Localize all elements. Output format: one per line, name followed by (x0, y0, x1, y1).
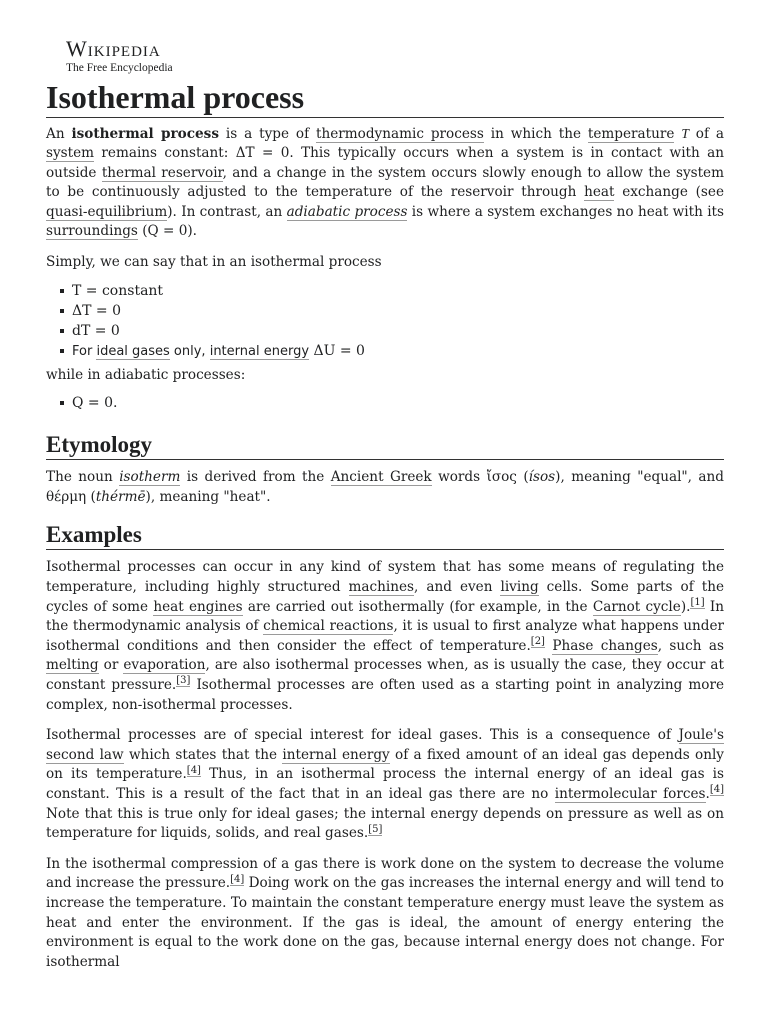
list-item: dT = 0 (60, 321, 724, 341)
adiabatic-conditions-list (46, 393, 724, 413)
link-melting[interactable]: melting (46, 657, 99, 674)
link-adiabatic-process[interactable]: adiabatic process (286, 203, 408, 220)
link-internal-energy-2[interactable]: internal energy (282, 746, 390, 763)
reference-1[interactable]: [1] (690, 597, 705, 609)
link-machines[interactable]: machines (348, 579, 415, 596)
examples-paragraph-2: Isothermal processes are of special interest for ideal gases. This is a consequence of Joule's second law which states that the internal energy of a fixed amount of an ideal gas depends only on its temperature.[4] Thus, in an isothermal process the internal energy of an ideal gas is constant. This is a result of the fact that in an ideal gas there are no intermolecular forces.[4] Note that this is true only for ideal gases; the internal energy depends on pressure as well as on temperature for liquids, solids, and real gases.[5] (46, 727, 724, 842)
wikipedia-logo[interactable] (66, 38, 724, 75)
list-item: T = constant (60, 281, 724, 301)
logo-subtitle: The Free Encyclopedia (66, 62, 173, 74)
reference-5[interactable]: [5] (368, 823, 383, 835)
section-heading-etymology: Etymology (46, 431, 724, 460)
link-surroundings[interactable]: surroundings (46, 223, 138, 240)
link-quasi-equilibrium[interactable]: quasi-equilibrium (46, 203, 168, 220)
reference-3[interactable]: [3] (176, 675, 191, 687)
etymology-paragraph: The noun isotherm is derived from the Ancient Greek words ἴσος (ísos), meaning "equal", and θέρμη (thérmē), meaning "heat". (46, 469, 724, 505)
list-item: Q = 0. (60, 393, 724, 413)
link-thermal-reservoir[interactable]: thermal reservoir (101, 164, 223, 181)
examples-paragraph-3: In the isothermal compression of a gas there is work done on the system to decrease the volume and increase the pressure.[4] Doing work on the gas increases the internal energy and will tend to increase the temperature. To maintain the constant temperature energy must leave the system as heat and enter the environment. If the gas is ideal, the amount of energy entering the environment is equal to the work done on the gas, because internal energy does not change. For isothermal (46, 855, 724, 970)
reference-4b[interactable]: [4] (709, 784, 724, 796)
logo-title: Wikipedia (66, 36, 161, 61)
page (46, 38, 724, 983)
link-internal-energy[interactable]: internal energy (209, 343, 310, 359)
examples-paragraph-1: Isothermal processes can occur in any kind of system that has some means of regulating the temperature, including highly structured machines, and even living cells. Some parts of the cycles of some heat engines are carried out isothermally (for example, in the Carnot cycle).[1] In the thermodynamic analysis of chemical reactions, it is usual to first analyze what happens under isothermal conditions and then consider the effect of temperature.[2] Phase changes, such as melting or evaporation, are also isothermal processes when, as is usually the case, they occur at constant pressure.[3] Isothermal processes are often used as a starting point in analyzing more complex, non-isothermal processes. (46, 559, 725, 713)
list-item: For ideal gases only, internal energy ΔU = 0 (60, 341, 724, 362)
link-ideal-gases[interactable]: ideal gases (96, 343, 170, 359)
intro-paragraph-3: while in adiabatic processes: (46, 366, 246, 383)
list-item: ΔT = 0 (60, 301, 724, 321)
link-isotherm[interactable]: isotherm (119, 469, 181, 486)
link-heat[interactable]: heat (584, 184, 615, 201)
link-heat-engines[interactable]: heat engines (153, 598, 243, 615)
link-evaporation[interactable]: evaporation (123, 657, 206, 674)
link-phase-changes[interactable]: Phase changes (552, 637, 658, 654)
reference-4[interactable]: [4] (186, 764, 201, 776)
link-chemical-reactions[interactable]: chemical reactions (263, 618, 394, 635)
link-joules-second-law[interactable]: Joule's second law (46, 727, 724, 763)
link-carnot-cycle[interactable]: Carnot cycle (592, 598, 681, 615)
intro-paragraph-1: An isothermal process is a type of thermodynamic process in which the temperature T of a system remains constant: ΔT = 0. This typically occurs when a system is in contact with an outside thermal reservoir, and a change in the system occurs slowly enough to allow the system to be continuously adjusted to the temperature of the reservoir through heat exchange (see quasi-equilibrium). In contrast, an adiabatic process is where a system exchanges no heat with its surroundings (Q = 0). (46, 125, 725, 240)
isothermal-conditions-list (46, 281, 724, 362)
reference-4c[interactable]: [4] (230, 873, 245, 885)
link-temperature[interactable]: temperature (587, 125, 675, 142)
link-living[interactable]: living (500, 579, 539, 596)
link-system[interactable]: system (46, 145, 95, 162)
section-heading-examples: Examples (46, 521, 724, 550)
page-title: Isothermal process (46, 79, 724, 118)
link-ancient-greek[interactable]: Ancient Greek (330, 469, 432, 486)
link-intermolecular-forces[interactable]: intermolecular forces (554, 785, 706, 802)
reference-2[interactable]: [2] (530, 636, 545, 648)
intro-paragraph-2: Simply, we can say that in an isothermal process (46, 254, 382, 271)
link-thermodynamic-process[interactable]: thermodynamic process (316, 125, 484, 142)
